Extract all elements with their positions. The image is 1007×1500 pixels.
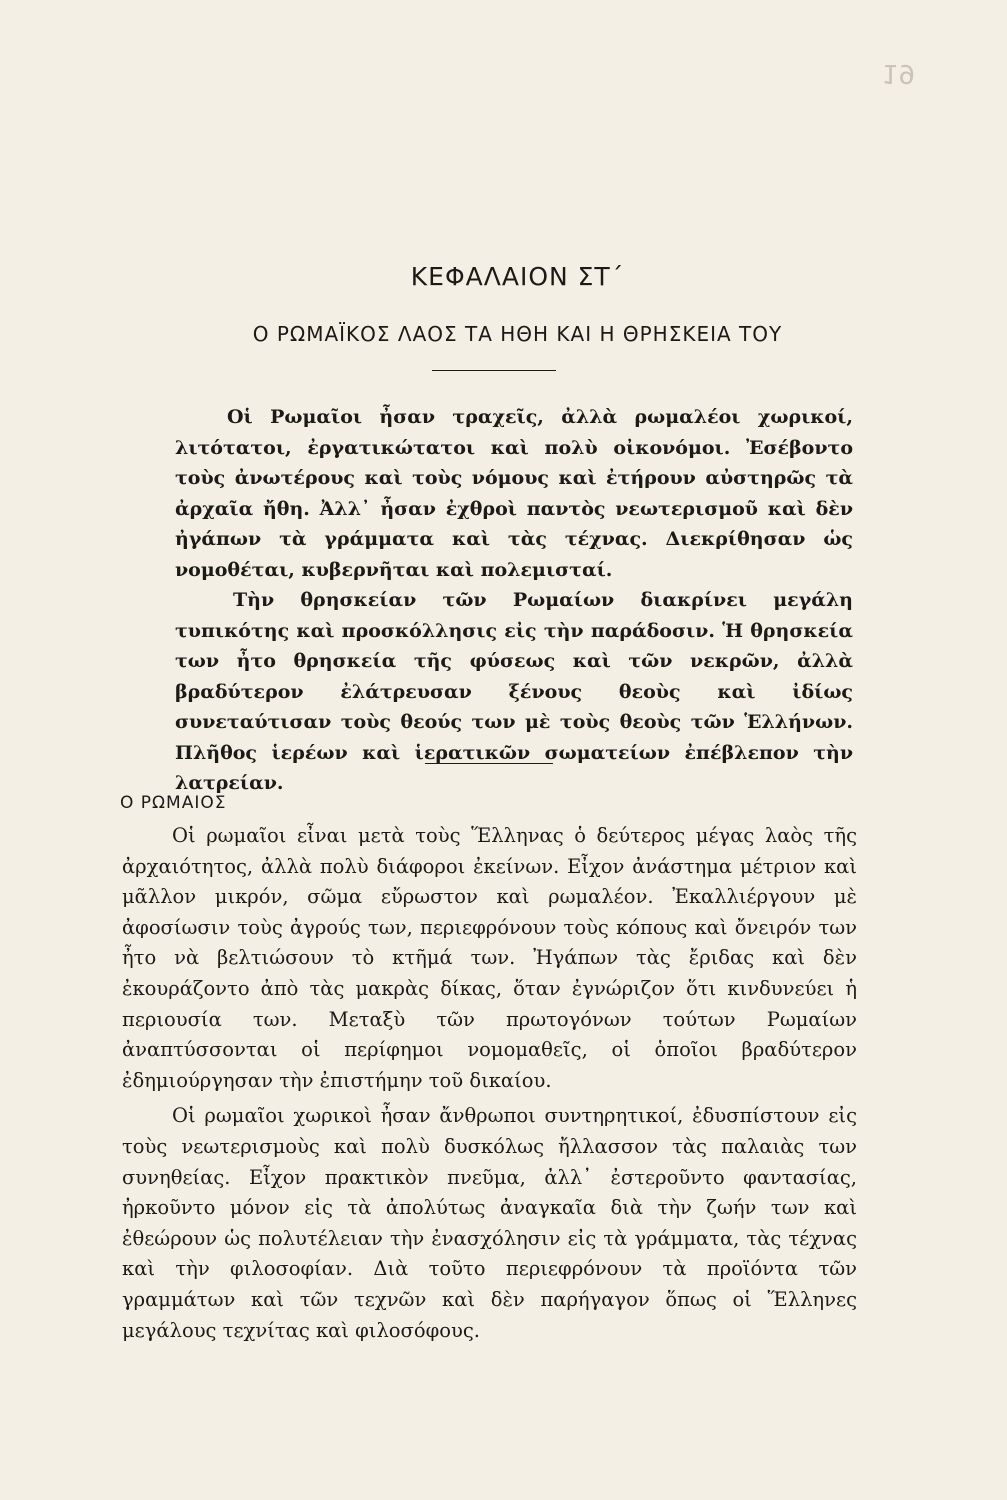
chapter-summary — [175, 402, 853, 799]
body-paragraph: Οἱ ρωμαῖοι χωρικοὶ ἦσαν ἄνθρωποι συντηρητικοί, ἐδυσπίστουν εἰς τοὺς νεωτερισμοὺς καὶ πολὺ δυσκόλως ἤλλασσον τὰς παλαιὰς των συνηθείας. Εἶχον πρακτικὸν πνεῦμα, ἀλλ᾿ ἐστεροῦντο φαντασίας, ἠρκοῦντο μόνον εἰς τὰ ἀπολύτως ἀναγκαῖα διὰ τὴν ζωήν των καὶ ἐθεώρουν ὡς πολυτέλειαν τὴν ἐνασχόλησιν εἰς τὰ γράμματα, τὰς τέχνας καὶ τὴν φιλοσοφίαν. Διὰ τοῦτο περιεφρόνουν τὰ προϊόντα τῶν γραμμάτων καὶ τῶν τεχνῶν καὶ δὲν παρήγαγον ὅπως οἱ Ἕλληνες μεγάλους τεχνίτας καὶ φιλοσόφους. — [122, 1104, 857, 1342]
chapter-subtitle: Ο ΡΩΜΑΪΚΟΣ ΛΑΟΣ ΤΑ ΗΘΗ ΚΑΙ Η ΘΡΗΣΚΕΙΑ ΤΟΥ — [252, 322, 783, 346]
body-paragraph: Οἱ ρωμαῖοι εἶναι μετὰ τοὺς Ἕλληνας ὁ δεύτερος μέγας λαὸς τῆς ἀρχαιότητος, ἀλλὰ πολὺ διάφοροι ἐκείνων. Εἶχον ἀνάστημα μέτριον καὶ μᾶλλον μικρόν, σῶμα εὔρωστον καὶ ρωμαλέον. Ἐκαλλιέργουν μὲ ἀφοσίωσιν τοὺς ἀγρούς των, περιεφρόνουν τοὺς κόπους καὶ ὄνειρόν των ἦτο νὰ βελτιώσουν τὸ κτῆμά των. Ἠγάπων τὰς ἔριδας καὶ δὲν ἐκουράζοντο ἀπὸ τὰς μακρὰς δίκας, ὅταν ἐγνώριζον ὅτι κινδυνεύει ἡ περιουσία των. Μεταξὺ τῶν πρωτογόνων τούτων Ρωμαίων ἀναπτύσσονται οἱ περίφημοι νομομαθεῖς, οἱ ὁποῖοι βραδύτερον ἐδημιούργησαν τὴν ἐπιστήμην τοῦ δικαίου. — [122, 824, 857, 1092]
page-number: 19 — [881, 58, 915, 88]
divider-rule — [425, 763, 553, 764]
summary-paragraph: Οἱ Ρωμαῖοι ἦσαν τραχεῖς, ἀλλὰ ρωμαλέοι χωρικοί, λιτότατοι, ἐργατικώτατοι καὶ πολὺ οἰκονόμοι. Ἐσέβοντο τοὺς ἀνωτέρους καὶ τοὺς νόμους καὶ ἐτήρουν αὐστηρῶς τὰ ἀρχαῖα ἤθη. Ἀλλ᾿ ἦσαν ἐχθροὶ παντὸς νεωτερισμοῦ καὶ δὲν ἠγάπων τὰ γράμματα καὶ τὰς τέχνας. Διεκρίθησαν ὡς νομοθέται, κυβερνῆται καὶ πολεμισταί. — [175, 406, 853, 581]
section-heading: Ο ΡΩΜΑΙΟΣ — [120, 793, 227, 813]
body-text — [122, 821, 857, 1346]
summary-paragraph: Τὴν θρησκείαν τῶν Ρωμαίων διακρίνει μεγάλη τυπικότης καὶ προσκόλλησις εἰς τὴν παράδοσιν. Ἡ θρησκεία των ἦτο θρησκεία τῆς φύσεως καὶ τῶν νεκρῶν, ἀλλὰ βραδύτερον ἐλάτρευσαν ξένους θεοὺς καὶ ἰδίως συνεταύτισαν τοὺς θεούς των μὲ τοὺς θεοὺς τῶν Ἑλλήνων. Πλῆθος ἱερέων καὶ ἱερατικῶν σωματείων ἐπέβλεπον τὴν λατρείαν. — [175, 589, 853, 794]
chapter-title: ΚΕΦΑΛΑΙΟΝ ΣΤ΄ — [410, 262, 625, 291]
divider-rule — [432, 370, 556, 371]
